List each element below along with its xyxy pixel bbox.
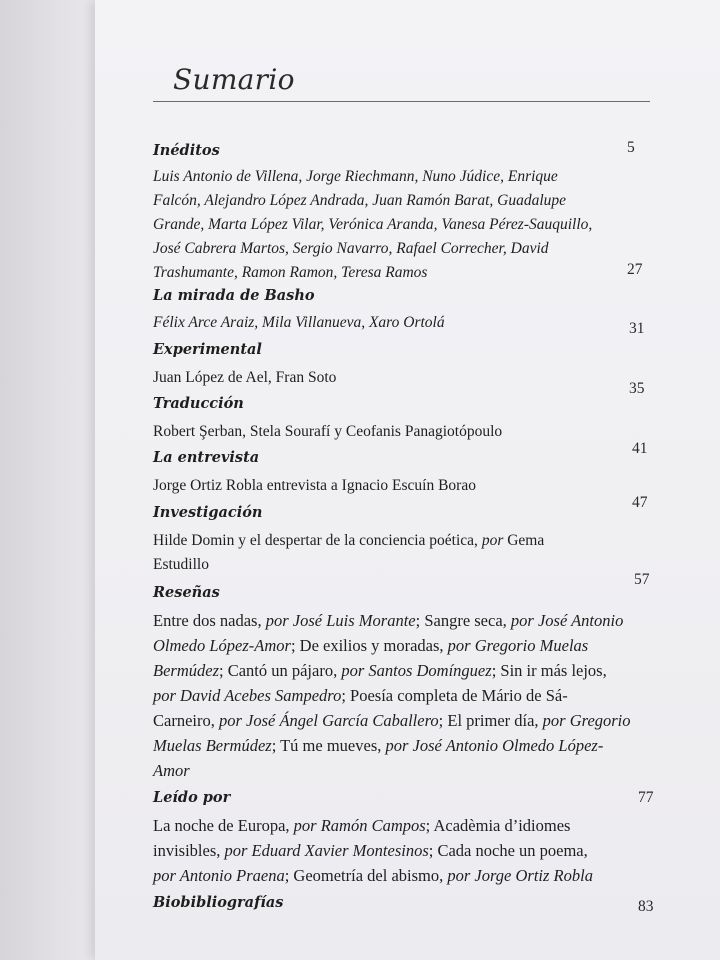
work-title: ; De exilios y moradas, <box>290 636 444 655</box>
page-number: 41 <box>632 440 648 457</box>
entry-line <box>153 529 544 553</box>
work-title: ; Cantó un pájaro, <box>218 661 338 680</box>
page-number: 83 <box>638 898 654 915</box>
page-number: 57 <box>634 571 650 588</box>
entry-line: Juan López de Ael, Fran Soto <box>153 369 337 386</box>
entry-line <box>153 813 570 838</box>
entry-line <box>153 608 623 633</box>
entry-line: Trashumante, Ramon Ramon, Teresa Ramos <box>153 264 428 281</box>
section-heading-experimental: Experimental <box>153 341 262 358</box>
page-number: 27 <box>627 261 643 278</box>
work-title: La noche de Europa, <box>153 816 290 835</box>
section-heading-biobibliografias: Biobibliografías <box>153 894 284 911</box>
work-title: ; Poesía completa de Mário de Sá- <box>341 686 568 705</box>
entry-line: Estudillo <box>153 556 209 573</box>
entry-line: Robert Şerban, Stela Sourafí y Ceofanis Panagiotópoulo <box>153 423 503 440</box>
author: Muelas Bermúdez <box>153 736 272 755</box>
work-title: ; Sangre seca, <box>415 611 507 630</box>
section-heading-leido-por: Leído por <box>153 789 231 806</box>
section-heading-resenas: Reseñas <box>153 584 220 601</box>
page-number: 31 <box>629 320 645 337</box>
entry-line <box>153 658 607 683</box>
entry-line: Falcón, Alejandro López Andrada, Juan Ramón Barat, Guadalupe <box>153 192 567 209</box>
author: por José Ángel García Caballero <box>218 711 439 730</box>
work-title: ; El primer día, <box>438 711 539 730</box>
page-number: 77 <box>638 789 654 806</box>
author: Bermúdez <box>153 661 219 680</box>
author: por Santos Domínguez <box>341 661 492 680</box>
title-divider <box>153 101 650 102</box>
entry-line <box>153 633 588 658</box>
author: Olmedo López-Amor <box>153 636 291 655</box>
entry-line <box>153 838 588 863</box>
section-heading-entrevista: La entrevista <box>153 449 260 466</box>
author: por Gregorio Muelas <box>447 636 589 655</box>
page-number: 35 <box>629 380 645 397</box>
author: por <box>481 532 504 549</box>
work-title: invisibles, <box>153 841 221 860</box>
author: por José Luis Morante <box>265 611 416 630</box>
work-title: ; Cada noche un poema, <box>428 841 588 860</box>
author: por José Antonio Olmedo López- <box>385 736 604 755</box>
author: por Eduard Xavier Montesinos <box>224 841 429 860</box>
entry-line <box>153 708 631 733</box>
entry-line: Jorge Ortiz Robla entrevista a Ignacio Escuín Borao <box>153 477 476 494</box>
page-title: Sumario <box>173 63 295 96</box>
work-title: ; Tú me mueves, <box>271 736 382 755</box>
entry-line <box>153 733 603 758</box>
entry-line: Amor <box>153 761 190 780</box>
entry-line: Félix Arce Araiz, Mila Villanueva, Xaro Ortolá <box>153 314 445 331</box>
entry-line: Luis Antonio de Villena, Jorge Riechmann, Nuno Júdice, Enrique <box>153 168 558 185</box>
section-heading-ineditos: Inéditos <box>153 142 220 159</box>
author: por Jorge Ortiz Robla <box>447 866 593 885</box>
page-number: 47 <box>632 494 648 511</box>
author: por David Acebes Sampedro <box>153 686 342 705</box>
section-heading-traduccion: Traducción <box>153 395 244 412</box>
work-title: Entre dos nadas, <box>153 611 262 630</box>
work-title: Hilde Domin y el despertar de la conciencia poética, <box>153 532 478 549</box>
author: por José Antonio <box>510 611 624 630</box>
facing-page-edge <box>0 0 100 960</box>
author: por Gregorio <box>542 711 631 730</box>
author: por Ramón Campos <box>293 816 426 835</box>
entry-line <box>153 683 568 708</box>
work-title: ; Geometría del abismo, <box>284 866 444 885</box>
section-heading-investigacion: Investigación <box>153 504 263 521</box>
entry-line: José Cabrera Martos, Sergio Navarro, Rafael Correcher, David <box>153 240 549 257</box>
section-heading-basho: La mirada de Basho <box>153 287 315 304</box>
work-title: ; Acadèmia d’idiomes <box>425 816 571 835</box>
author-name: Gema <box>507 532 545 549</box>
author: por Antonio Praena <box>153 866 285 885</box>
entry-line: Grande, Marta López Vilar, Verónica Aranda, Vanesa Pérez-Sauquillo, <box>153 216 593 233</box>
page-number: 5 <box>627 139 635 156</box>
work-title: ; Sin ir más lejos, <box>491 661 607 680</box>
work-title: Carneiro, <box>153 711 215 730</box>
entry-line <box>153 863 593 888</box>
